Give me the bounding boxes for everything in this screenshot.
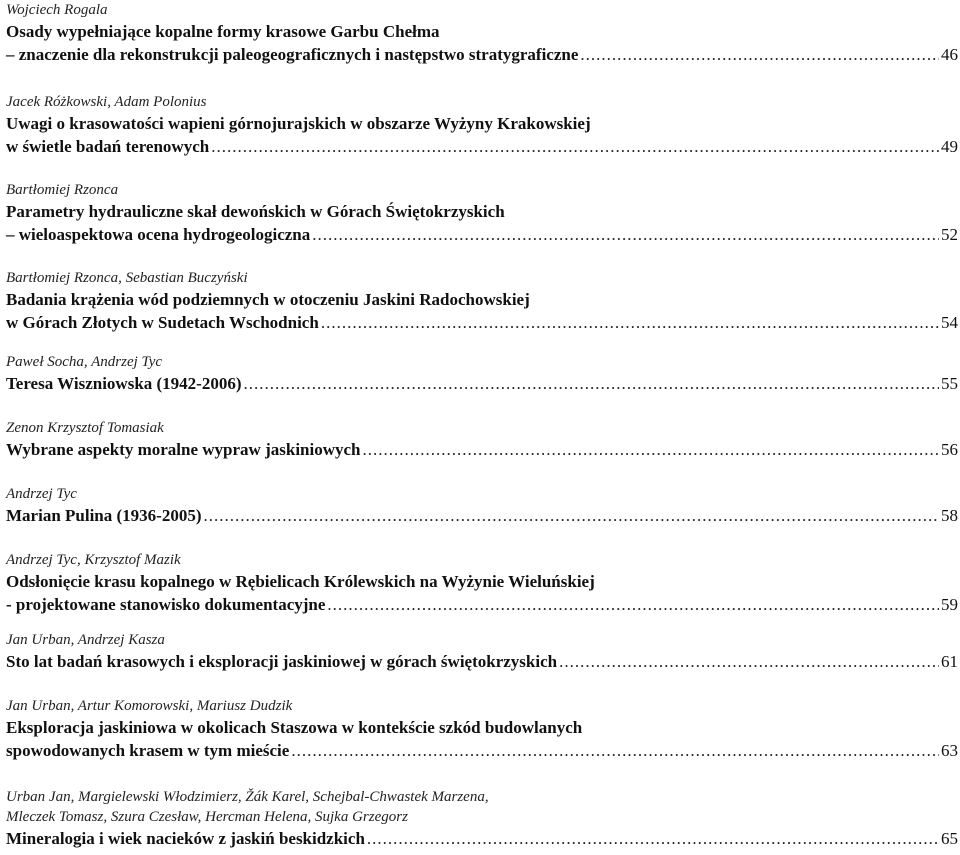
entry-title-last-line [6,827,960,850]
entry-title-line: Odsłonięcie krasu kopalnego w Rębielicach Królewskich na Wyżynie Wieluńskiej [6,572,595,591]
toc-entry-3 [6,180,960,246]
entry-authors: Andrzej Tyc [6,486,77,502]
dot-leader [321,311,939,334]
entry-title-last-line [6,372,960,395]
entry-authors: Jan Urban, Andrzej Kasza [6,632,165,648]
entry-page-number: 58 [941,506,958,525]
entry-page-number: 59 [941,595,958,614]
entry-title-text: w świetle badań terenowych [6,137,210,156]
entry-title-text: Marian Pulina (1936-2005) [6,506,202,525]
entry-title-line: Eksploracja jaskiniowa w okolicach Staszowa w kontekście szkód budowlanych [6,718,583,737]
toc-entry-2 [6,92,960,158]
entry-authors: Bartłomiej Rzonca, Sebastian Buczyński [6,270,248,286]
toc-entry-11 [6,787,960,850]
entry-title-last-line [6,311,960,334]
entry-title-last-line [6,504,960,527]
entry-page-number: 49 [941,137,958,156]
dot-leader [244,372,939,395]
toc-entry-6 [6,418,960,461]
toc-entry-8 [6,550,960,616]
dot-leader [211,135,939,158]
toc-entry-9 [6,630,960,673]
entry-title-text: Teresa Wiszniowska (1942-2006) [6,374,242,393]
entry-title-last-line [6,135,960,158]
dot-leader [312,223,939,246]
entry-title-text: Mineralogia i wiek nacieków z jaskiń beskidzkich [6,829,365,848]
toc-entry-7 [6,484,960,527]
entry-authors: Jacek Różkowski, Adam Polonius [6,94,207,110]
entry-authors: Urban Jan, Margielewski Włodzimierz, Žák Karel, Schejbal-Chwastek Marzena, Mleczek Tomasz, Szura Czesław, Hercman Helena, Sujka Grzegorz [6,789,489,825]
entry-title-last-line [6,223,960,246]
entry-authors: Paweł Socha, Andrzej Tyc [6,354,163,370]
toc-entry-5 [6,352,960,395]
entry-page-number: 54 [941,313,958,332]
entry-authors: Bartłomiej Rzonca [6,182,119,198]
entry-title-line: Osady wypełniające kopalne formy krasowe Garbu Chełma [6,22,440,41]
entry-title-last-line [6,739,960,762]
dot-leader [327,593,939,616]
dot-leader [291,739,939,762]
entry-page-number: 52 [941,225,958,244]
entry-title-text: Wybrane aspekty moralne wypraw jaskiniowych [6,440,361,459]
entry-authors: Zenon Krzysztof Tomasiak [6,420,164,436]
entry-page-number: 65 [941,829,958,848]
entry-title-line: Badania krążenia wód podziemnych w otoczeniu Jaskini Radochowskiej [6,290,530,309]
entry-authors: Wojciech Rogala [6,2,108,18]
entry-page-number: 56 [941,440,958,459]
entry-page-number: 61 [941,652,958,671]
entry-title-last-line [6,43,960,66]
entry-title-line: Uwagi o krasowatości wapieni górnojurajskich w obszarze Wyżyny Krakowskiej [6,114,591,133]
entry-page-number: 63 [941,741,958,760]
entry-title-text: – znaczenie dla rekonstrukcji paleogeograficznych i następstwo stratygraficzne [6,45,579,64]
dot-leader [367,827,939,850]
entry-authors: Andrzej Tyc, Krzysztof Mazik [6,552,181,568]
dot-leader [363,438,940,461]
toc-entry-10 [6,696,960,762]
toc-entry-1 [6,0,960,66]
dot-leader [580,43,939,66]
entry-title-text: spowodowanych krasem w tym mieście [6,741,290,760]
entry-page-number: 55 [941,374,958,393]
dot-leader [559,650,939,673]
entry-title-text: Sto lat badań krasowych i eksploracji jaskiniowej w górach świętokrzyskich [6,652,558,671]
entry-title-text: w Górach Złotych w Sudetach Wschodnich [6,313,319,332]
toc-entry-4 [6,268,960,334]
entry-authors: Jan Urban, Artur Komorowski, Mariusz Dudzik [6,698,293,714]
entry-title-line: Parametry hydrauliczne skał dewońskich w Górach Świętokrzyskich [6,202,505,221]
entry-title-last-line [6,593,960,616]
entry-title-last-line [6,438,960,461]
entry-title-text: - projektowane stanowisko dokumentacyjne [6,595,326,614]
dot-leader [204,504,940,527]
entry-title-last-line [6,650,960,673]
entry-page-number: 46 [941,45,958,64]
entry-title-text: – wieloaspektowa ocena hydrogeologiczna [6,225,311,244]
